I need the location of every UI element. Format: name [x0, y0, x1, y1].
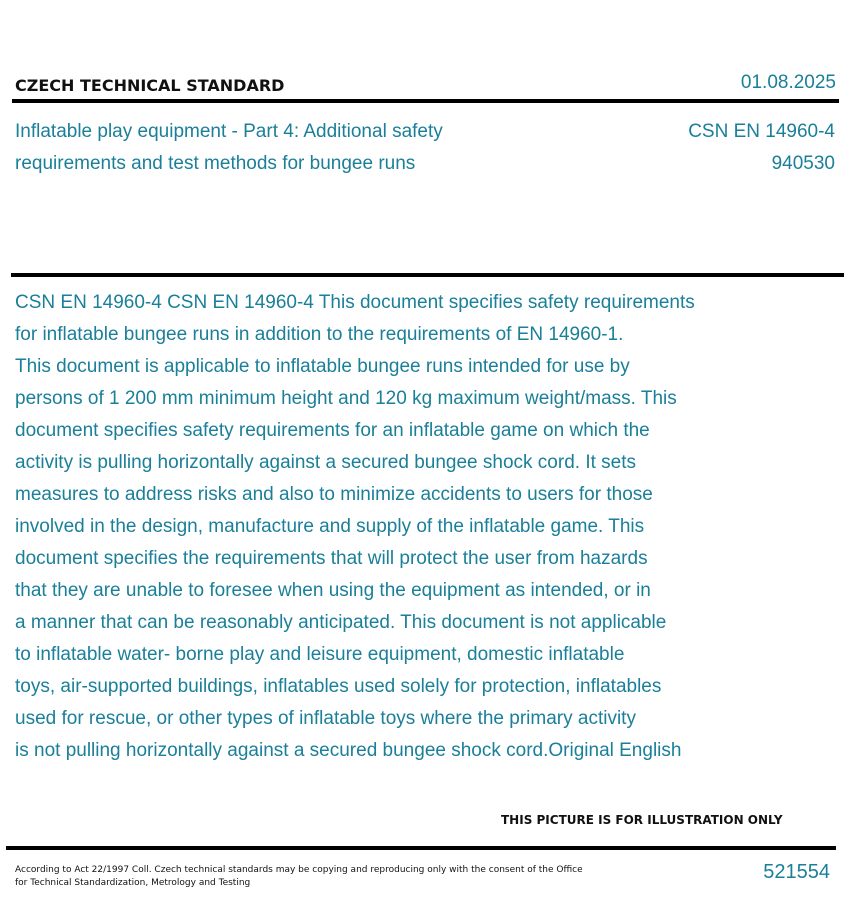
standard-code-block	[688, 116, 835, 180]
middle-divider	[11, 273, 844, 277]
bottom-divider	[6, 846, 836, 850]
standard-code: CSN EN 14960-4	[688, 121, 835, 142]
document-number: 521554	[763, 861, 830, 883]
illustration-notice: THIS PICTURE IS FOR ILLUSTRATION ONLY	[501, 813, 783, 827]
standard-title: Inflatable play equipment - Part 4: Additional safety requirements and test methods for bungee runs	[15, 121, 443, 174]
standard-abstract: CSN EN 14960-4 CSN EN 14960-4 This document specifies safety requirements for inflatable bungee runs in addition to the requirements of EN 14960-1. This document is applicable to inflatable bungee runs intended for use by persons of 1 200 mm minimum height and 120 kg maximum weight/mass. This document specifies safety requirements for an inflatable game on which the activity is pulling horizontally against a secured bungee shock cord. It sets measures to address risks and also to minimize accidents to users for those involved in the design, manufacture and supply of the inflatable game. This document specifies the requirements that will protect the user from hazards that they are unable to foresee when using the equipment as intended, or in a manner that can be reasonably anticipated. This document is not applicable to inflatable water- borne play and leisure equipment, domestic inflatable toys, air-supported buildings, inflatables used solely for protection, inflatables used for rescue, or other types of inflatable toys where the primary activity is not pulling horizontally against a secured bungee shock cord.Original English	[15, 292, 695, 761]
publication-date: 01.08.2025	[740, 72, 836, 93]
document-type-heading: CZECH TECHNICAL STANDARD	[15, 76, 285, 95]
top-divider	[12, 99, 839, 103]
classification-code: 940530	[771, 153, 835, 174]
copyright-notice: According to Act 22/1997 Coll. Czech technical standards may be copying and reproducing only with the consent of the Office for Technical Standardization, Metrology and Testing	[15, 865, 583, 888]
